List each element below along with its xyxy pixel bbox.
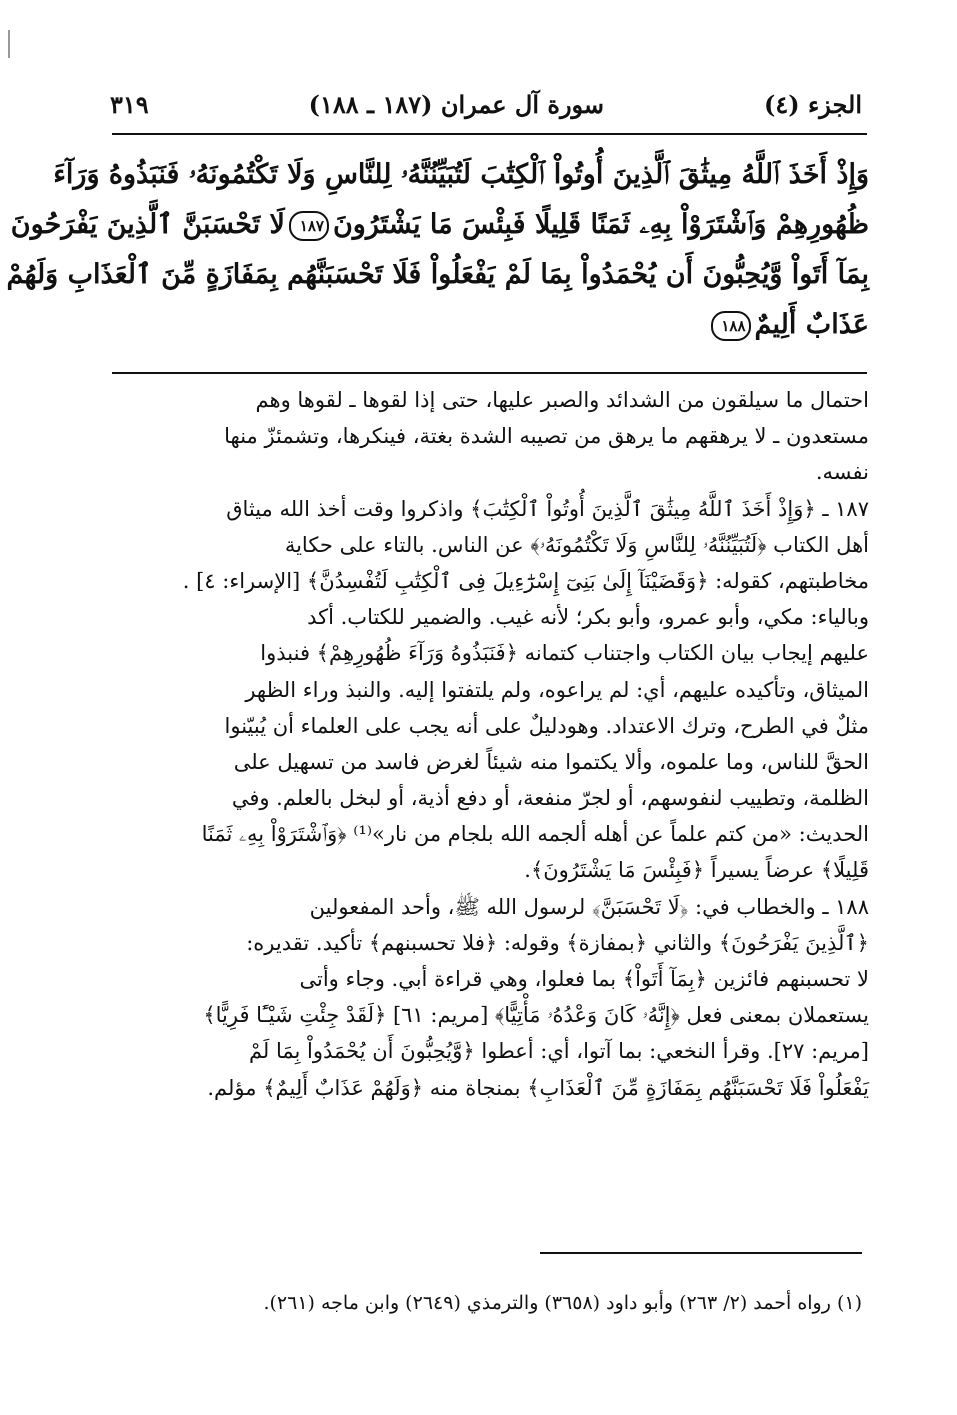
commentary-line: مخاطبتهم، كقوله: ﴿وَقَضَيْنَآ إِلَىٰ بَنِىٓ إِسْرَٰٓءِيلَ فِى ٱلْكِتَٰبِ لَتُفْسِدُنَّ﴾ [الإسراء: ٤] . (182, 568, 869, 593)
quran-verses (6, 150, 869, 350)
tafsir-commentary (120, 382, 869, 1106)
page-number: ٣١٩ (110, 89, 149, 119)
verse-line (10, 200, 869, 250)
verse-line: وَإِذْ أَخَذَ ٱللَّهُ مِيثَٰقَ ٱلَّذِينَ أُوتُواْ ٱلْكِتَٰبَ لَتُبَيِّنُنَّهُۥ لِلنَّاسِ وَلَا تَكْتُمُونَهُۥ فَنَبَذُوهُ وَرَآءَ (53, 159, 869, 190)
verse-number-marker: ١٨٧ (289, 211, 329, 241)
commentary-line: مستعدون ـ لا يرهقهم ما يرهق من تصيبه الشدة بغتة، فينكرها، وتشمئزّ منها (224, 424, 869, 449)
commentary-line: الظلمة، وتطييب لنفوسهم، أو لجرّ منفعة، أو دفع أذية، أو لبخل بالعلم. وفي (231, 786, 869, 811)
footnote: (١) رواه أحمد (٢/ ٢٦٣) وأبو داود (٣٦٥٨) والترمذي (٢٦٤٩) وابن ماجه (٢٦١). (263, 1292, 862, 1314)
commentary-line: أهل الكتاب ﴿لَتُبَيِّنُنَّهُۥ لِلنَّاسِ وَلَا تَكْتُمُونَهُۥ﴾ عن الناس. بالتاء على حكاية (284, 532, 869, 557)
commentary-line: [مريم: ٢٧]. وقرأ النخعي: بما آتوا، أي: أعطوا ﴿وَّيُحِبُّونَ أَن يُحْمَدُواْ بِمَا لَمْ (248, 1039, 869, 1064)
verse-text: عَذَابٌ أَلِيمٌ (754, 309, 869, 340)
scan-edge-mark (8, 30, 10, 58)
commentary-line: الحقَّ للناس، وما علموه، وألا يكتموا منه شيئاً لغرض فاسد من تسهيل على (233, 749, 869, 774)
verse-line (120, 300, 869, 350)
commentary-line: يَفْعَلُواْ فَلَا تَحْسَبَنَّهُم بِمَفَازَةٍ مِّنَ ٱلْعَذَابِ﴾ بمنجاة منه ﴿وَلَهُمْ عَذَابٌ أَلِيمٌ﴾ مؤلم. (207, 1075, 869, 1100)
juz-label: الجزء (٤) (764, 89, 862, 119)
commentary-line: الميثاق، وتأكيده عليهم، أي: لم يراعوه، ولم يلتفتوا إليه. والنبذ وراء الظهر (245, 677, 869, 702)
commentary-line: ١٨٨ ـ والخطاب في: ﴿لَا تَحْسَبَنَّ﴾ لرسول الله ﷺ، وأحد المفعولين (309, 894, 869, 919)
commentary-line: ﴿ٱلَّذِينَ يَفْرَحُونَ﴾ والثاني ﴿بمفازة﴾ وقوله: ﴿فلا تحسبنهم﴾ تأكيد. تقديره: (246, 930, 869, 955)
commentary-line: لا تحسبنهم فائزين ﴿بِمَآ أَتَواْ﴾ بما فعلوا، وهي قراءة أبي. وجاء وأتى (299, 967, 869, 991)
verses-rule (112, 372, 867, 374)
commentary-line: عليهم إيجاب بيان الكتاب واجتناب كتمانه ﴿فَنَبَذُوهُ وَرَآءَ ظُهُورِهِمْ﴾ فنبذوا (260, 641, 869, 666)
surah-title: سورة آل عمران (١٨٧ ـ ١٨٨) (308, 89, 605, 119)
footnote-separator (540, 1252, 862, 1254)
commentary-line: يستعملان بمعنى فعل ﴿إِنَّهُۥ كَانَ وَعْدُهُۥ مَأْتِيًّا﴾ [مريم: ٦١] ﴿لَقَدْ جِئْتِ شَيْـًٔا فَرِيًّا﴾ (203, 1003, 869, 1028)
header-rule (112, 133, 867, 135)
commentary-line: وبالياء: مكي، وأبو عمرو، وأبو بكر؛ لأنه غيب. والضمير للكتاب. أكد (307, 605, 869, 630)
verse-line: بِمَآ أَتَواْ وَّيُحِبُّونَ أَن يُحْمَدُواْ بِمَا لَمْ يَفْعَلُواْ فَلَا تَحْسَبَنَّهُم بِمَفَازَةٍ مِّنَ ٱلْعَذَابِ وَلَهُمْ (6, 259, 869, 290)
verse-text: لَا تَحْسَبَنَّ ٱلَّذِينَ يَفْرَحُونَ (10, 209, 285, 240)
commentary-line: نفسه. (815, 460, 869, 485)
commentary-line: مثلٌ في الطرح، وترك الاعتداد. وهودليلٌ على أنه يجب على العلماء أن يُبيّنوا (224, 713, 869, 738)
commentary-line: ١٨٧ ـ ﴿وَإِذْ أَخَذَ ٱللَّهُ مِيثَٰقَ ٱلَّذِينَ أُوتُواْ ٱلْكِتَٰبَ﴾ واذكروا وقت أخذ الله ميثاق (226, 496, 869, 521)
commentary-line: قَلِيلًا﴾ عرضاً يسيراً ﴿فَبِئْسَ مَا يَشْتَرُونَ﴾. (524, 858, 869, 883)
page-header (110, 82, 862, 126)
verse-number-marker: ١٨٨ (711, 311, 751, 341)
commentary-line: احتمال ما سيلقون من الشدائد والصبر عليها، حتى إذا لقوها ـ لقوها وهم (255, 388, 869, 412)
verse-text: ظُهُورِهِمْ وَٱشْتَرَوْاْ بِهِۦ ثَمَنًا قَلِيلًا فَبِئْسَ مَا يَشْتَرُونَ (332, 209, 869, 240)
commentary-line: الحديث: «من كتم علماً عن أهله ألجمه الله بلجام من نار»⁽¹⁾ ﴿وَٱشْتَرَوْاْ بِهِۦ ثَمَنًا (201, 822, 869, 847)
